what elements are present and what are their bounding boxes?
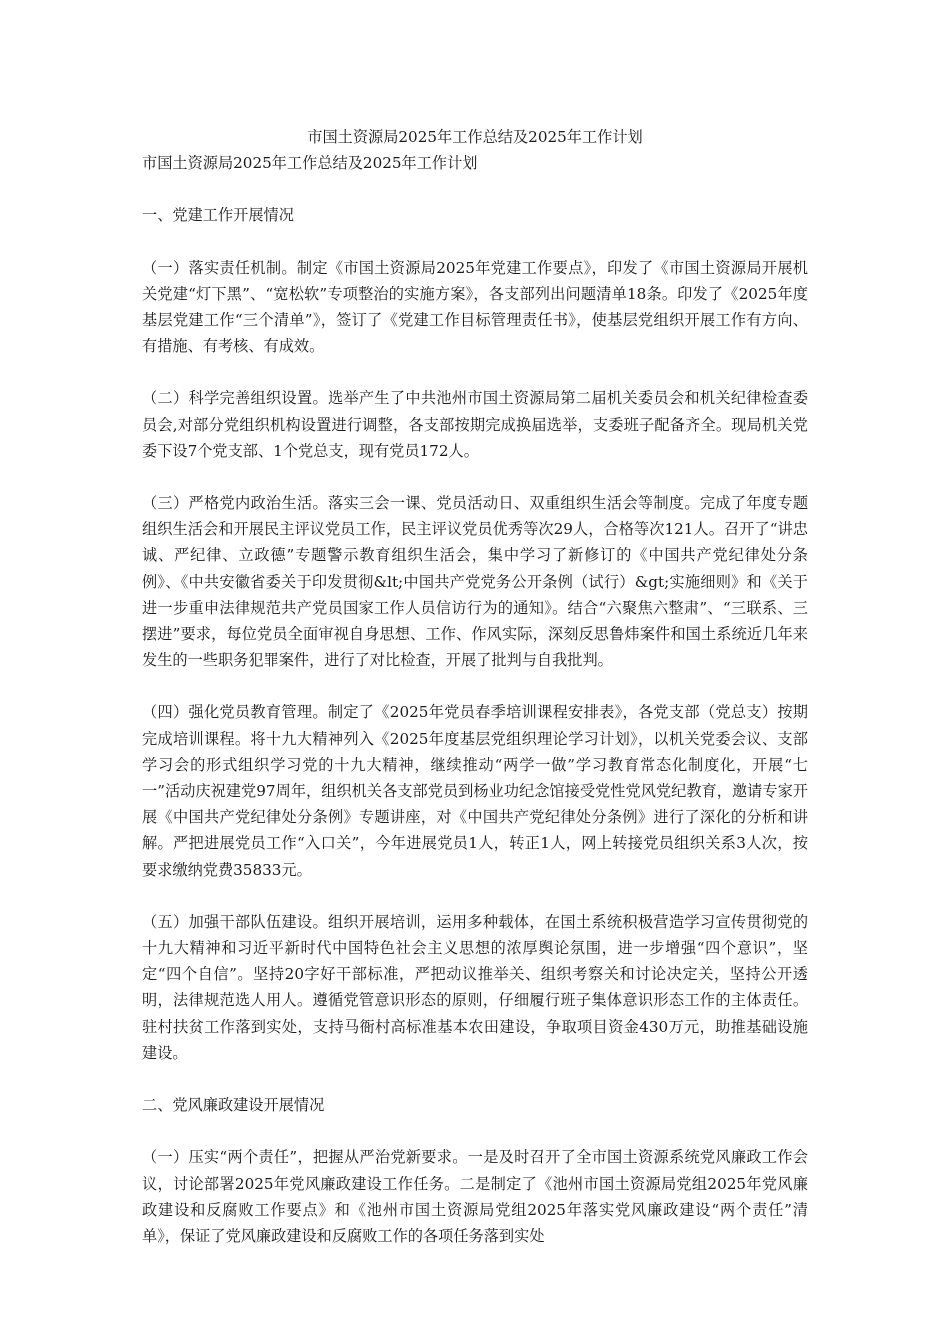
- paragraph-political-life: （三）严格党内政治生活。落实三会一课、党员活动日、双重组织生活会等制度。完成了年度专题组织生活会和开展民主评议党员工作，民主评议党员优秀等次29人，合格等次121人。召开了“讲忠诚、严纪律、立政德”专题警示教育组织生活会，集中学习了新修订的《中国共产党纪律处分条例》、《中共安徽省委关于印发贯彻&lt;中国共产党党务公开条例（试行）&gt;实施细则》和《关于进一步重申法律规范共产党员国家工作人员信访行为的通知》。结合“六聚焦六整肃”、“三联系、三摆进”要求，每位党员全面审视自身思想、工作、作风实际，深刻反思鲁炜案件和国土系统近几年来发生的一些职务犯罪案件，进行了对比检查，开展了批判与自我批判。: [142, 494, 808, 670]
- section-heading-clean-government: 二、党风廉政建设开展情况: [142, 1096, 325, 1115]
- document-subtitle: 市国土资源局2025年工作总结及2025年工作计划: [142, 154, 478, 173]
- section-heading-party-building: 一、党建工作开展情况: [142, 206, 294, 225]
- document-title: 市国土资源局2025年工作总结及2025年工作计划: [307, 128, 643, 146]
- paragraph-two-responsibilities: （一）压实“两个责任”，把握从严治党新要求。一是及时召开了全市国土资源系统党风廉政工作会议，讨论部署2025年党风廉政建设工作任务。二是制定了《池州市国土资源局党组2025年党风廉政建设和反腐败工作要点》和《池州市国土资源局党组2025年落实党风廉政建设“两个责任”清单》，保证了党风廉政建设和反腐败工作的各项任务落到实处: [142, 1148, 808, 1245]
- paragraph-responsibility-mechanism: （一）落实责任机制。制定《市国土资源局2025年党建工作要点》，印发了《市国土资源局开展机关党建“灯下黑”、“宽松软”专项整治的实施方案》，各支部列出问题清单18条。印发了《2025年度基层党建工作“三个清单”》，签订了《党建工作目标管理责任书》，使基层党组织开展工作有方向、有措施、有考核、有成效。: [142, 258, 808, 356]
- paragraph-cadre-building: （五）加强干部队伍建设。组织开展培训，运用多种载体，在国土系统积极营造学习宣传贯彻党的十九大精神和习近平新时代中国特色社会主义思想的浓厚舆论氛围，进一步增强“四个意识”，坚定“四个自信”。坚持20字好干部标准，严把动议推举关、组织考察关和讨论决定关，坚持公开透明，法律规范选人用人。遵循党管意识形态的原则，仔细履行班子集体意识形态工作的主体责任。驻村扶贫工作落到实处，支持马衙村高标准基本农田建设，争取项目资金430万元，助推基础设施建设。: [142, 912, 808, 1062]
- document-page: [142, 124, 808, 1275]
- paragraph-member-education: （四）强化党员教育管理。制定了《2025年党员春季培训课程安排表》，各党支部（党总支）按期完成培训课程。将十九大精神列入《2025年度基层党组织理论学习计划》，以机关党委会议、支部学习会的形式组织学习党的十九大精神，继续推动“两学一做”学习教育常态化制度化，开展“七一”活动庆祝建党97周年，组织机关各支部党员到杨业功纪念馆接受党性党风党纪教育，邀请专家开展《中国共产党纪律处分条例》专题讲座，对《中国共产党纪律处分条例》进行了深化的分析和讲解。严把进展党员工作“入口关”，今年进展党员1人，转正1人，网上转接党员组织关系3人次，按要求缴纳党费35833元。: [142, 703, 808, 879]
- paragraph-organization-setup: （二）科学完善组织设置。选举产生了中共池州市国土资源局第二届机关委员会和机关纪律检查委员会,对部分党组织机构设置进行调整，各支部按期完成换届选举，支委班子配备齐全。现局机关党委下设7个党支部、1个党总支，现有党员172人。: [142, 389, 808, 460]
